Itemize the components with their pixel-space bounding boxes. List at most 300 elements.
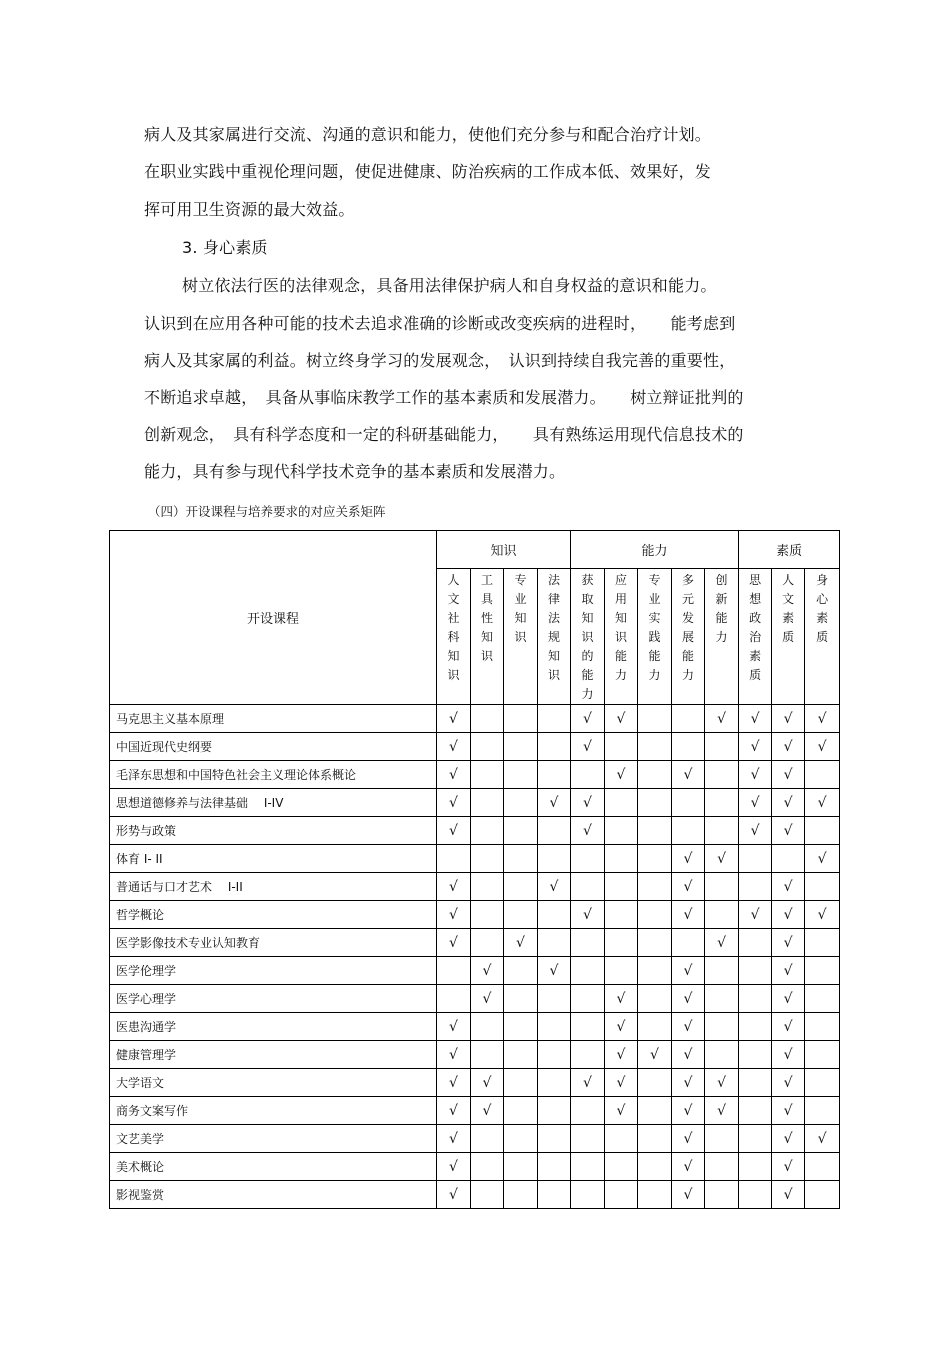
table-row [110,1181,840,1209]
mark-cell [605,705,638,733]
mark-cell [571,845,605,873]
check-mark: √ [717,850,726,867]
check-mark: √ [783,934,793,951]
check-mark: √ [616,990,626,1007]
subheader-label: 人文社科知识 [447,573,460,682]
paragraph-line-5: 树立依法行医的法律观念，具备用法律保护病人和自身权益的意识和能力。 [182,276,717,295]
mark-cell [605,873,638,901]
mark-cell [739,705,772,733]
mark-cell [739,761,772,789]
check-mark: √ [616,766,626,783]
mark-cell [638,817,672,845]
mark-cell [571,761,605,789]
mark-cell [739,789,772,817]
check-mark: √ [482,990,492,1007]
mark-cell [437,1181,471,1209]
mark-cell [772,1181,805,1209]
mark-cell [672,733,705,761]
group-header-knowledge: 知识 [437,531,571,569]
check-mark: √ [783,1046,793,1063]
table-row [110,705,840,733]
mark-cell [805,705,840,733]
mark-cell [504,733,538,761]
mark-cell [437,1153,471,1181]
check-mark: √ [750,906,760,923]
mark-cell [571,1069,605,1097]
mark-cell [772,1097,805,1125]
mark-cell [638,1181,672,1209]
course-name: 文艺美学 [110,1125,437,1153]
mark-cell [504,929,538,957]
check-mark: √ [717,1102,726,1119]
mark-cell [605,733,638,761]
mark-cell [538,1153,571,1181]
mark-cell [705,873,739,901]
check-mark: √ [717,710,726,727]
mark-cell [772,957,805,985]
check-mark: √ [783,794,793,811]
mark-cell [504,957,538,985]
mark-cell [504,1069,538,1097]
mark-cell [471,1181,504,1209]
check-mark: √ [683,962,693,979]
mark-cell [739,1125,772,1153]
table-row [110,1069,840,1097]
check-mark: √ [683,906,693,923]
mark-cell [705,845,739,873]
mark-cell [605,1069,638,1097]
mark-cell [605,901,638,929]
course-name: 大学语文 [110,1069,437,1097]
table-row [110,845,840,873]
course-name: 影视鉴赏 [110,1181,437,1209]
mark-cell [504,1153,538,1181]
mark-cell [538,1125,571,1153]
mark-cell [538,985,571,1013]
mark-cell [805,985,840,1013]
mark-cell [805,957,840,985]
mark-cell [471,845,504,873]
mark-cell [437,873,471,901]
check-mark: √ [650,1046,659,1063]
paragraph-line-10: 能力，具有参与现代科学技术竞争的基本素质和发展潜力。 [144,462,566,481]
subheader-label: 多元发展能力 [682,573,695,682]
mark-cell [705,1153,739,1181]
mark-cell [471,733,504,761]
check-mark: √ [683,1074,693,1091]
mark-cell [739,1013,772,1041]
mark-cell [437,1097,471,1125]
mark-cell [538,761,571,789]
mark-cell [705,817,739,845]
mark-cell [705,705,739,733]
mark-cell [672,817,705,845]
mark-cell [504,985,538,1013]
mark-cell [437,957,471,985]
table-row [110,789,840,817]
mark-cell [538,1013,571,1041]
check-mark: √ [449,766,458,783]
mark-cell [672,901,705,929]
mark-cell [504,1125,538,1153]
mark-cell [805,1181,840,1209]
check-mark: √ [482,1102,492,1119]
check-mark: √ [583,906,592,923]
check-mark: √ [449,794,458,811]
mark-cell [638,1125,672,1153]
mark-cell [638,761,672,789]
mark-cell [437,817,471,845]
mark-cell [672,1013,705,1041]
mark-cell [571,873,605,901]
table-row [110,985,840,1013]
subheader-11 [805,569,840,705]
paragraph-line-8: 不断追求卓越， 具备从事临床教学工作的基本素质和发展潜力。 树立辩证批判的 [144,388,744,407]
mark-cell [739,1041,772,1069]
mark-cell [538,901,571,929]
mark-cell [571,789,605,817]
mark-cell [571,901,605,929]
mark-cell [705,1181,739,1209]
mark-cell [605,761,638,789]
mark-cell [805,929,840,957]
check-mark: √ [449,710,458,727]
mark-cell [772,761,805,789]
check-mark: √ [783,1074,793,1091]
check-mark: √ [549,878,559,895]
mark-cell [471,985,504,1013]
mark-cell [571,1041,605,1069]
mark-cell [805,1013,840,1041]
paragraph-line-6: 认识到在应用各种可能的技术去追求准确的诊断或改变疾病的进程时， 能考虑到 [144,314,736,333]
course-name: 毛泽东思想和中国特色社会主义理论体系概论 [110,761,437,789]
subheader-10 [772,569,805,705]
mark-cell [504,1097,538,1125]
course-name: 形势与政策 [110,817,437,845]
paragraph-line-1: 病人及其家属进行交流、沟通的意识和能力，使他们充分参与和配合治疗计划。 [144,125,712,144]
mark-cell [504,789,538,817]
mark-cell [538,733,571,761]
table-caption: （四）开设课程与培养要求的对应关系矩阵 [148,504,386,519]
check-mark: √ [449,1158,458,1175]
mark-cell [672,873,705,901]
mark-cell [571,1153,605,1181]
table-row [110,929,840,957]
mark-cell [672,1125,705,1153]
check-mark: √ [549,794,559,811]
course-column-header: 开设课程 [110,531,437,705]
check-mark: √ [683,1130,693,1147]
check-mark: √ [449,822,458,839]
paragraph-line-9: 创新观念， 具有科学态度和一定的科研基础能力， 具有熟练运用现代信息技术的 [144,425,744,444]
subheader-7 [672,569,705,705]
mark-cell [437,1013,471,1041]
mark-cell [571,1125,605,1153]
mark-cell [504,1013,538,1041]
mark-cell [672,1097,705,1125]
course-name: 体育 I- II [110,845,437,873]
mark-cell [638,873,672,901]
mark-cell [772,901,805,929]
check-mark: √ [616,1102,626,1119]
check-mark: √ [783,1102,793,1119]
course-name: 哲学概论 [110,901,437,929]
mark-cell [571,705,605,733]
mark-cell [571,1013,605,1041]
mark-cell [471,929,504,957]
subheader-label: 身心素质 [816,573,829,644]
check-mark: √ [683,1158,693,1175]
check-mark: √ [449,906,458,923]
mark-cell [705,985,739,1013]
course-matrix-table [109,530,840,1209]
check-mark: √ [549,962,559,979]
mark-cell [437,845,471,873]
mark-cell [605,957,638,985]
table-row [110,1041,840,1069]
subheader-label: 创新能力 [715,573,728,644]
check-mark: √ [482,962,492,979]
subheader-1 [471,569,504,705]
subheader-6 [638,569,672,705]
mark-cell [638,929,672,957]
mark-cell [772,845,805,873]
mark-cell [739,1069,772,1097]
section-heading: 3. 身心素质 [182,238,268,257]
table-row [110,873,840,901]
check-mark: √ [583,794,592,811]
check-mark: √ [750,710,760,727]
subheader-9 [739,569,772,705]
course-name: 医患沟通学 [110,1013,437,1041]
check-mark: √ [683,850,693,867]
mark-cell [772,733,805,761]
check-mark: √ [783,962,793,979]
mark-cell [538,957,571,985]
check-mark: √ [449,738,458,755]
mark-cell [739,733,772,761]
check-mark: √ [683,1046,693,1063]
mark-cell [605,1097,638,1125]
check-mark: √ [783,1186,793,1203]
paragraph-line-7: 病人及其家属的利益。树立终身学习的发展观念， 认识到持续自我完善的重要性， [144,351,736,370]
mark-cell [638,789,672,817]
check-mark: √ [783,1158,793,1175]
mark-cell [638,1069,672,1097]
mark-cell [638,1097,672,1125]
mark-cell [672,929,705,957]
mark-cell [638,845,672,873]
check-mark: √ [817,794,827,811]
subheader-label: 专业知识 [514,573,527,644]
mark-cell [605,1013,638,1041]
mark-cell [437,733,471,761]
mark-cell [739,1181,772,1209]
mark-cell [705,957,739,985]
check-mark: √ [683,1186,693,1203]
mark-cell [705,789,739,817]
mark-cell [705,929,739,957]
check-mark: √ [750,822,760,839]
mark-cell [504,1041,538,1069]
mark-cell [538,1181,571,1209]
mark-cell [437,1069,471,1097]
mark-cell [638,733,672,761]
mark-cell [437,1041,471,1069]
table-row [110,733,840,761]
mark-cell [805,1125,840,1153]
subheader-label: 专业实践能力 [648,573,661,682]
check-mark: √ [783,710,793,727]
mark-cell [538,1097,571,1125]
table-row [110,817,840,845]
mark-cell [538,1069,571,1097]
check-mark: √ [583,1074,592,1091]
mark-cell [471,1013,504,1041]
paragraph-line-3: 挥可用卫生资源的最大效益。 [144,200,355,219]
course-name: 中国近现代史纲要 [110,733,437,761]
mark-cell [605,845,638,873]
course-name: 普通话与口才艺术 I-II [110,873,437,901]
check-mark: √ [516,934,525,951]
mark-cell [638,1013,672,1041]
mark-cell [571,957,605,985]
mark-cell [437,929,471,957]
table-row [110,1097,840,1125]
subheader-label: 获取知识的能力 [581,573,594,701]
mark-cell [471,1153,504,1181]
check-mark: √ [783,1130,793,1147]
check-mark: √ [449,1074,458,1091]
course-name: 医学伦理学 [110,957,437,985]
mark-cell [605,789,638,817]
check-mark: √ [817,1130,827,1147]
mark-cell [471,1069,504,1097]
subheader-5 [605,569,638,705]
mark-cell [471,761,504,789]
mark-cell [772,985,805,1013]
mark-cell [605,929,638,957]
mark-cell [638,957,672,985]
mark-cell [504,817,538,845]
mark-cell [504,901,538,929]
mark-cell [705,1041,739,1069]
mark-cell [739,901,772,929]
check-mark: √ [482,1074,492,1091]
mark-cell [805,761,840,789]
course-name: 美术概论 [110,1153,437,1181]
mark-cell [538,845,571,873]
check-mark: √ [683,1102,693,1119]
check-mark: √ [750,738,760,755]
mark-cell [471,789,504,817]
mark-cell [772,1069,805,1097]
check-mark: √ [449,1186,458,1203]
mark-cell [571,985,605,1013]
mark-cell [772,1013,805,1041]
check-mark: √ [750,766,760,783]
mark-cell [805,1153,840,1181]
mark-cell [504,845,538,873]
mark-cell [571,817,605,845]
mark-cell [538,705,571,733]
check-mark: √ [717,934,726,951]
table-row [110,1153,840,1181]
check-mark: √ [817,850,827,867]
mark-cell [471,1125,504,1153]
mark-cell [805,733,840,761]
check-mark: √ [783,990,793,1007]
subheader-label: 工具性知识 [480,573,493,663]
subheader-4 [571,569,605,705]
mark-cell [805,1069,840,1097]
check-mark: √ [449,934,458,951]
mark-cell [739,873,772,901]
check-mark: √ [750,794,760,811]
mark-cell [605,817,638,845]
mark-cell [772,873,805,901]
mark-cell [437,761,471,789]
mark-cell [605,1041,638,1069]
mark-cell [471,1097,504,1125]
table-row [110,761,840,789]
subheader-label: 应用知识能力 [615,573,628,682]
subheader-label: 人文素质 [782,573,795,644]
mark-cell [605,1153,638,1181]
mark-cell [538,789,571,817]
table-row [110,1125,840,1153]
check-mark: √ [583,822,592,839]
mark-cell [705,1013,739,1041]
mark-cell [538,873,571,901]
course-name: 医学心理学 [110,985,437,1013]
mark-cell [772,1041,805,1069]
mark-cell [638,985,672,1013]
mark-cell [471,901,504,929]
mark-cell [705,1125,739,1153]
mark-cell [805,901,840,929]
mark-cell [772,705,805,733]
group-header-quality: 素质 [739,531,840,569]
check-mark: √ [616,1018,626,1035]
mark-cell [672,845,705,873]
mark-cell [805,845,840,873]
mark-cell [638,1041,672,1069]
mark-cell [672,1069,705,1097]
mark-cell [705,901,739,929]
mark-cell [571,1097,605,1125]
check-mark: √ [616,1046,626,1063]
mark-cell [805,789,840,817]
subheader-0 [437,569,471,705]
mark-cell [437,901,471,929]
mark-cell [739,845,772,873]
check-mark: √ [449,1130,458,1147]
mark-cell [672,1153,705,1181]
mark-cell [571,1181,605,1209]
check-mark: √ [783,766,793,783]
mark-cell [805,1041,840,1069]
check-mark: √ [783,822,793,839]
mark-cell [705,1097,739,1125]
subheader-3 [538,569,571,705]
check-mark: √ [817,738,827,755]
mark-cell [504,873,538,901]
mark-cell [805,817,840,845]
course-name: 马克思主义基本原理 [110,705,437,733]
subheader-2 [504,569,538,705]
mark-cell [638,901,672,929]
